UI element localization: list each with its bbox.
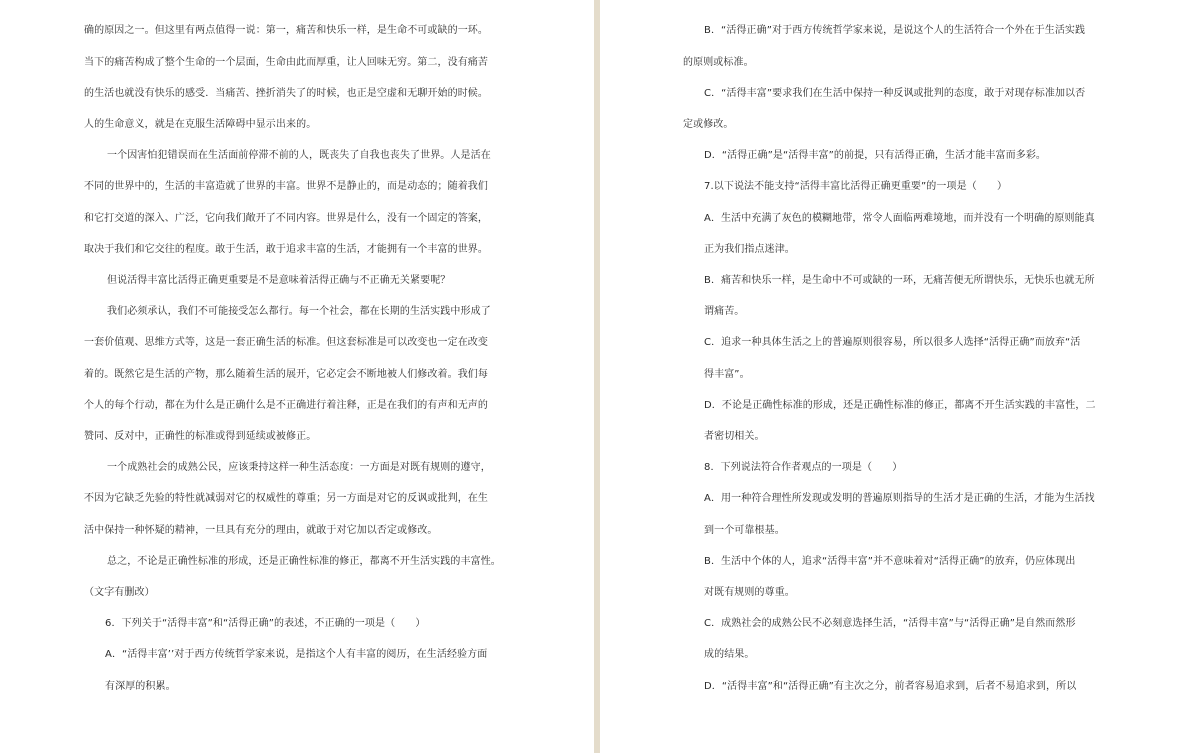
question-7-option-d: D．不论是正确性标准的形成，还是正确性标准的修正，都离不开生活实践的丰富性，二 (704, 400, 1096, 411)
question-6-option-d: D．“活得正确”是“活得丰富”的前提，只有活得正确，生活才能丰富而多彩。 (704, 150, 1047, 161)
text-line: 总之，不论是正确性标准的形成，还是正确性标准的修正，都离不开生活实践的丰富性。 (107, 556, 501, 567)
right-page (600, 0, 1188, 753)
text-line: 正为我们指点迷津。 (704, 244, 795, 255)
text-line: 的原则或标准。 (683, 57, 754, 68)
question-7: 7.以下说法不能支持“活得丰富比活得正确更重要”的一项是（ ） (704, 181, 1008, 192)
text-line: 取决于我们和它交往的程度。敢于生活，敢于追求丰富的生活，才能拥有一个丰富的世界。 (84, 244, 488, 255)
text-line: 到一个可靠根基。 (704, 525, 785, 536)
question-7-option-a: A．生活中充满了灰色的模糊地带，常令人面临两难境地，而并没有一个明确的原则能真 (704, 213, 1095, 224)
text-line: 当下的痛苦构成了整个生命的一个层面，生命由此而厚重，让人回味无穷。第二，没有痛苦 (84, 57, 488, 68)
text-line: 谓痛苦。 (704, 306, 745, 317)
question-8-option-a: A．用一种符合理性所发现或发明的普遍原则指导的生活才是正确的生活，才能为生活找 (704, 493, 1095, 504)
text-line: 定或修改。 (683, 119, 734, 130)
text-line: 成的结果。 (704, 649, 755, 660)
text-line: 对既有规则的尊重。 (704, 587, 795, 598)
text-line: 赞同、反对中，正确性的标准或得到延续或被修正。 (84, 431, 317, 442)
text-line: 者密切相关。 (704, 431, 765, 442)
question-6-option-c: C．“活得丰富”要求我们在生活中保持一种反讽或批判的态度，敢于对现存标准加以否 (704, 88, 1086, 99)
text-line: 人的生命意义，就是在克服生活障碍中显示出来的。 (84, 119, 317, 130)
text-line: 不因为它缺乏先验的特性就减弱对它的权威性的尊重；另一方面是对它的反讽或批判，在生 (84, 493, 488, 504)
question-8: 8．下列说法符合作者观点的一项是（ ） (704, 462, 903, 473)
question-8-option-d: D．“活得丰富”和“活得正确”有主次之分，前者容易追求到，后者不易追求到，所以 (704, 681, 1077, 692)
question-6-option-a: A．“活得丰富’’对于西方传统哲学家来说，是指这个人有丰富的阅历，在生活经验方面 (105, 649, 488, 660)
question-6: 6．下列关于“活得丰富”和“活得正确”的表述，不正确的一项是（ ） (105, 618, 426, 629)
text-line: 着的。既然它是生活的产物，那么随着生活的展开，它必定会不断地被人们修改着。我们每 (84, 369, 488, 380)
question-8-option-c: C．成熟社会的成熟公民不必刻意选择生活，“活得丰富”与“活得正确”是自然而然形 (704, 618, 1076, 629)
text-line: 我们必须承认，我们不可能接受怎么都行。每一个社会，都在长期的生活实践中形成了 (107, 306, 491, 317)
text-line: 确的原因之一。但这里有两点值得一说：第一，痛苦和快乐一样，是生命不可或缺的一环。 (84, 25, 488, 36)
text-line: 但说活得丰富比活得正确更重要是不是意味着活得正确与不正确无关紧要呢？ (107, 275, 451, 286)
question-8-option-b: B．生活中个体的人，追求“活得丰富”并不意味着对“活得正确”的放弃，仍应体现出 (704, 556, 1076, 567)
text-line: 不同的世界中的，生活的丰富造就了世界的丰富。世界不是静止的，而是动态的；随着我们 (84, 181, 488, 192)
text-line: 和它打交道的深入、广泛，它向我们敞开了不同内容。世界是什么，没有一个固定的答案， (84, 213, 488, 224)
text-line: 一个因害怕犯错误而在生活面前停滞不前的人，既丧失了自我也丧失了世界。人是活在 (107, 150, 491, 161)
source-note: （文字有删改） (84, 587, 155, 598)
question-6-option-b: B．“活得正确”对于西方传统哲学家来说，是说这个人的生活符合一个外在于生活实践 (704, 25, 1086, 36)
text-line: 个人的每个行动，都在为什么是正确什么是不正确进行着注释，正是在我们的有声和无声的 (84, 400, 488, 411)
text-line: 得丰富”。 (704, 369, 750, 380)
text-line: 的生活也就没有快乐的感受．当痛苦、挫折消失了的时候，也正是空虚和无聊开始的时候。 (84, 88, 488, 99)
question-7-option-c: C．追求一种具体生活之上的普遍原则很容易，所以很多人选择“活得正确”而放弃“活 (704, 337, 1081, 348)
text-line: 有深厚的积累。 (105, 681, 176, 692)
text-line: 活中保持一种怀疑的精神，一旦具有充分的理由，就敢于对它加以否定或修改。 (84, 525, 438, 536)
text-line: 一套价值观、思维方式等，这是一套正确生活的标准。但这套标准是可以改变也一定在改变 (84, 337, 488, 348)
text-line: 一个成熟社会的成熟公民，应该秉持这样一种生活态度：一方面是对既有规则的遵守， (107, 462, 491, 473)
question-7-option-b: B．痛苦和快乐一样，是生命中不可或缺的一环，无痛苦便无所谓快乐，无快乐也就无所 (704, 275, 1095, 286)
